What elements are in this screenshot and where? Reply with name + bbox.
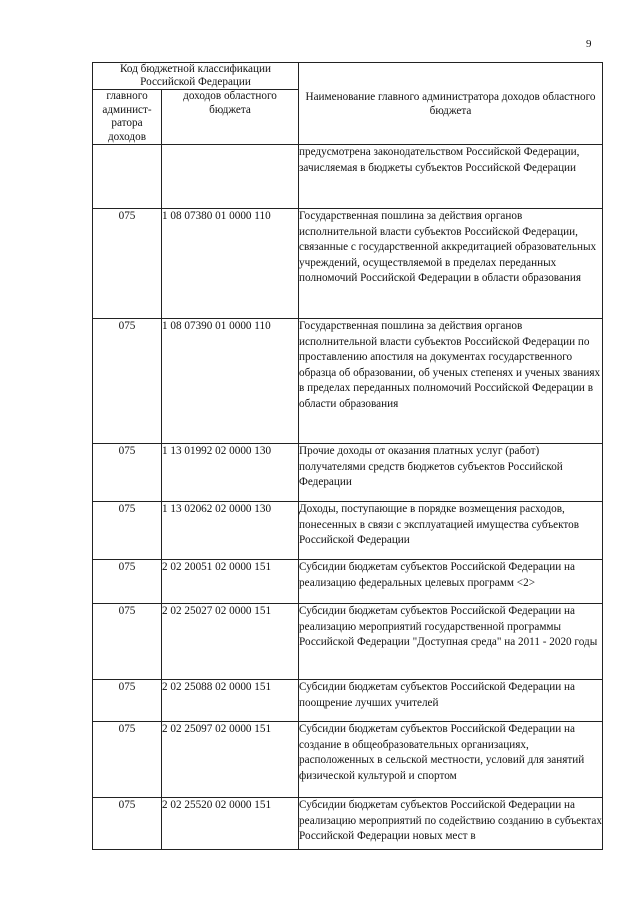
table-header (93, 63, 603, 145)
row-admin-code: 075 (93, 798, 162, 850)
row-name: Субсидии бюджетам субъектов Российской Федерации на создание в общеобразовательных организациях, расположенных в сельской местности, условий для занятий физической культурой и спортом (299, 722, 603, 798)
table-row (93, 502, 603, 560)
table-row (93, 444, 603, 502)
row-revenue-code (162, 145, 299, 209)
header-revenue-column: доходов областного бюджета (162, 90, 299, 145)
revenue-administrators-table (92, 62, 603, 850)
header-admin-column: главного админист-ратора доходов (93, 90, 162, 145)
row-name: Государственная пошлина за действия органов исполнительной власти субъектов Российской Федерации, связанные с государственной аккредитацией образовательных учреждений, осуществляемой в пределах переданных полномочий Российской Федерации в области образования (299, 209, 603, 319)
row-revenue-code: 1 08 07390 01 0000 110 (162, 319, 299, 444)
header-code-group: Код бюджетной классификации Российской Федерации (93, 63, 299, 90)
table-row (93, 145, 603, 209)
row-revenue-code: 1 13 02062 02 0000 130 (162, 502, 299, 560)
row-admin-code: 075 (93, 604, 162, 680)
row-admin-code: 075 (93, 209, 162, 319)
row-revenue-code: 2 02 20051 02 0000 151 (162, 560, 299, 604)
row-admin-code (93, 145, 162, 209)
row-name: Субсидии бюджетам субъектов Российской Федерации на реализацию федеральных целевых программ <2> (299, 560, 603, 604)
row-name: Доходы, поступающие в порядке возмещения расходов, понесенных в связи с эксплуатацией имущества субъектов Российской Федерации (299, 502, 603, 560)
row-admin-code: 075 (93, 444, 162, 502)
row-admin-code: 075 (93, 680, 162, 722)
header-name-column: Наименование главного администратора доходов областного бюджета (299, 63, 603, 145)
row-revenue-code: 1 13 01992 02 0000 130 (162, 444, 299, 502)
table-row (93, 209, 603, 319)
row-name: Субсидии бюджетам субъектов Российской Федерации на реализацию мероприятий по содействию созданию в субъектах Российской Федерации новых мест в (299, 798, 603, 850)
row-revenue-code: 2 02 25097 02 0000 151 (162, 722, 299, 798)
row-admin-code: 075 (93, 722, 162, 798)
table-row (93, 604, 603, 680)
table-row (93, 722, 603, 798)
table-row (93, 319, 603, 444)
row-name: предусмотрена законодательством Российской Федерации, зачисляемая в бюджеты субъектов Российской Федерации (299, 145, 603, 209)
row-name: Государственная пошлина за действия органов исполнительной власти субъектов Российской Федерации по проставлению апостиля на документах государственного образца об образовании, об ученых степенях и ученых званиях в пределах переданных полномочий Российской Федерации в области образования (299, 319, 603, 444)
table-body (93, 145, 603, 850)
row-name: Субсидии бюджетам субъектов Российской Федерации на реализацию мероприятий государственной программы Российской Федерации "Доступная среда" на 2011 - 2020 годы (299, 604, 603, 680)
row-admin-code: 075 (93, 502, 162, 560)
row-name: Прочие доходы от оказания платных услуг (работ) получателями средств бюджетов субъектов Российской Федерации (299, 444, 603, 502)
table-row (93, 798, 603, 850)
row-revenue-code: 2 02 25027 02 0000 151 (162, 604, 299, 680)
row-admin-code: 075 (93, 560, 162, 604)
row-revenue-code: 2 02 25520 02 0000 151 (162, 798, 299, 850)
page-number: 9 (586, 38, 592, 50)
row-name: Субсидии бюджетам субъектов Российской Федерации на поощрение лучших учителей (299, 680, 603, 722)
table-row (93, 560, 603, 604)
row-admin-code: 075 (93, 319, 162, 444)
table-row (93, 680, 603, 722)
row-revenue-code: 1 08 07380 01 0000 110 (162, 209, 299, 319)
row-revenue-code: 2 02 25088 02 0000 151 (162, 680, 299, 722)
